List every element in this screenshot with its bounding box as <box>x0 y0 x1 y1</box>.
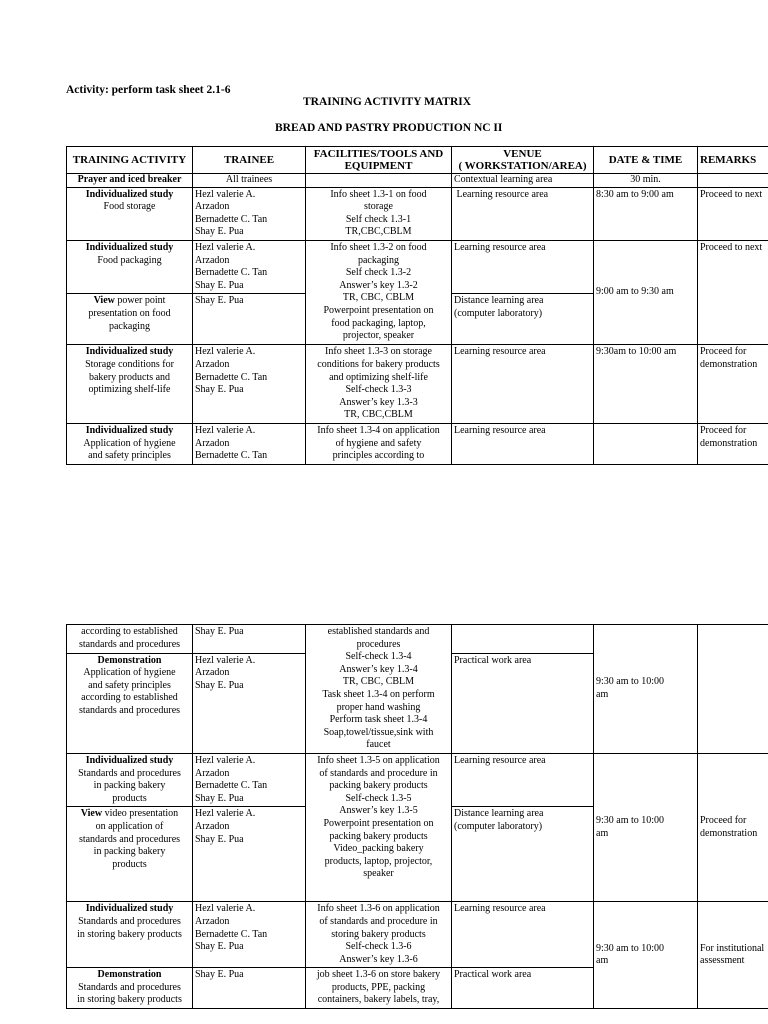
date-cell: 9:30 am to 10:00 am <box>594 753 698 901</box>
trainee-cell: Shay E. Pua <box>193 625 306 654</box>
facilities-cell: Info sheet 1.3-4 on application of hygiene and safety principles according to <box>306 423 452 464</box>
activity-cell: Prayer and iced breaker <box>67 174 193 188</box>
date-cell: 9:30 am to 10:00 am <box>594 902 698 1009</box>
facilities-cell <box>306 174 452 188</box>
facilities-cell: Info sheet 1.3-3 on storage conditions for bakery products and optimizing shelf-life Self-check 1.3-3 Answer’s key 1.3-3 TR, CBC,CBLM <box>306 345 452 424</box>
trainee-cell: Hezl valerie A. Arzadon Bernadette C. Tan Shay E. Pua <box>193 902 306 968</box>
remarks-cell <box>698 174 768 188</box>
table-row <box>67 423 768 464</box>
table-row <box>67 902 768 968</box>
matrix-title: TRAINING ACTIVITY MATRIX <box>303 96 472 108</box>
table-header-row <box>67 147 768 174</box>
remarks-cell: Proceed for demonstration <box>698 753 768 901</box>
activity-cell: Individualized study Storage conditions for bakery products and optimizing shelf-life <box>67 345 193 424</box>
col-header: TRAINING ACTIVITY <box>67 147 193 174</box>
col-header: FACILITIES/TOOLS AND EQUIPMENT <box>306 147 452 174</box>
date-cell: 8:30 am to 9:00 am <box>594 187 698 240</box>
trainee-cell: Shay E. Pua <box>193 294 306 345</box>
remarks-cell <box>698 625 768 754</box>
facilities-cell: Info sheet 1.3-2 on food packaging Self check 1.3-2 Answer’s key 1.3-2 TR, CBC, CBLM Powerpoint presentation on food packaging, laptop, projector, speaker <box>306 240 452 344</box>
table-row <box>67 753 768 806</box>
table-row <box>67 174 768 188</box>
activity-cell: Individualized study Food packaging <box>67 240 193 293</box>
activity-cell: Demonstration Application of hygiene and safety principles according to established standards and procedures <box>67 653 193 753</box>
activity-cell: Individualized study Standards and procedures in storing bakery products <box>67 902 193 968</box>
date-cell: 9:30 am to 10:00 am <box>594 625 698 754</box>
activity-cell: View power point presentation on food packaging <box>67 294 193 345</box>
trainee-cell: Shay E. Pua <box>193 968 306 1009</box>
venue-cell: Learning resource area <box>452 345 594 424</box>
activity-cell: Individualized study Application of hygiene and safety principles <box>67 423 193 464</box>
remarks-cell: Proceed for demonstration <box>698 345 768 424</box>
date-cell: 30 min. <box>594 174 698 188</box>
date-cell: 9:30am to 10:00 am <box>594 345 698 424</box>
venue-cell: Distance learning area (computer laboratory) <box>452 294 594 345</box>
trainee-cell: Hezl valerie A. Arzadon Bernadette C. Tan Shay E. Pua <box>193 187 306 240</box>
trainee-cell: Hezl valerie A. Arzadon Shay E. Pua <box>193 807 306 902</box>
trainee-cell: Hezl valerie A. Arzadon Bernadette C. Tan Shay E. Pua <box>193 753 306 806</box>
trainee-cell: Hezl valerie A. Arzadon Shay E. Pua <box>193 653 306 753</box>
activity-cell: Individualized study Standards and procedures in packing bakery products <box>67 753 193 806</box>
facilities-cell: job sheet 1.3-6 on store bakery products, PPE, packing containers, bakery labels, tray, <box>306 968 452 1009</box>
table-row <box>67 345 768 424</box>
venue-cell: Learning resource area <box>452 902 594 968</box>
venue-cell: Practical work area <box>452 968 594 1009</box>
col-header: VENUE ( WORKSTATION/AREA) <box>452 147 594 174</box>
trainee-cell: All trainees <box>193 174 306 188</box>
venue-cell: Practical work area <box>452 653 594 753</box>
venue-cell: Learning resource area <box>452 187 594 240</box>
remarks-cell: For institutional assessment <box>698 902 768 1009</box>
activity-cell: View video presentation on application of standards and procedures in packing bakery products <box>67 807 193 902</box>
table-row <box>67 240 768 293</box>
activity-cell: Demonstration Standards and procedures in storing bakery products <box>67 968 193 1009</box>
activity-cell: Individualized study Food storage <box>67 187 193 240</box>
program-title: BREAD AND PASTRY PRODUCTION NC II <box>275 122 503 134</box>
venue-cell: Distance learning area (computer laboratory) <box>452 807 594 902</box>
facilities-cell: Info sheet 1.3-5 on application of standards and procedure in packing bakery products Self-check 1.3-5 Answer’s key 1.3-5 Powerpoint presentation on packing bakery products Video_packing bakery products, laptop, projector, speaker <box>306 753 452 901</box>
matrix-table-page1 <box>66 146 768 465</box>
date-cell: 9:00 am to 9:30 am <box>594 240 698 344</box>
date-cell <box>594 423 698 464</box>
venue-cell <box>452 625 594 654</box>
table-row <box>67 187 768 240</box>
venue-cell: Learning resource area <box>452 753 594 806</box>
facilities-cell: Info sheet 1.3-6 on application of standards and procedure in storing bakery products Self-check 1.3-6 Answer’s key 1.3-6 <box>306 902 452 968</box>
venue-cell: Contextual learning area <box>452 174 594 188</box>
activity-cell: according to established standards and procedures <box>67 625 193 654</box>
remarks-cell: Proceed to next <box>698 240 768 344</box>
remarks-cell: Proceed for demonstration <box>698 423 768 464</box>
activity-title: Activity: perform task sheet 2.1-6 <box>66 84 231 96</box>
table-row <box>67 625 768 654</box>
trainee-cell: Hezl valerie A. Arzadon Bernadette C. Tan Shay E. Pua <box>193 345 306 424</box>
facilities-cell: established standards and procedures Self-check 1.3-4 Answer’s key 1.3-4 TR, CBC, CBLM Task sheet 1.3-4 on perform proper hand washing Perform task sheet 1.3-4 Soap,towel/tissue,sink with faucet <box>306 625 452 754</box>
matrix-table-page2 <box>66 624 768 1009</box>
trainee-cell: Hezl valerie A. Arzadon Bernadette C. Tan <box>193 423 306 464</box>
facilities-cell: Info sheet 1.3-1 on food storage Self check 1.3-1 TR,CBC,CBLM <box>306 187 452 240</box>
venue-cell: Learning resource area <box>452 423 594 464</box>
trainee-cell: Hezl valerie A. Arzadon Bernadette C. Tan Shay E. Pua <box>193 240 306 293</box>
remarks-cell: Proceed to next <box>698 187 768 240</box>
col-header: DATE & TIME <box>594 147 698 174</box>
col-header: TRAINEE <box>193 147 306 174</box>
venue-cell: Learning resource area <box>452 240 594 293</box>
col-header: REMARKS <box>698 147 768 174</box>
